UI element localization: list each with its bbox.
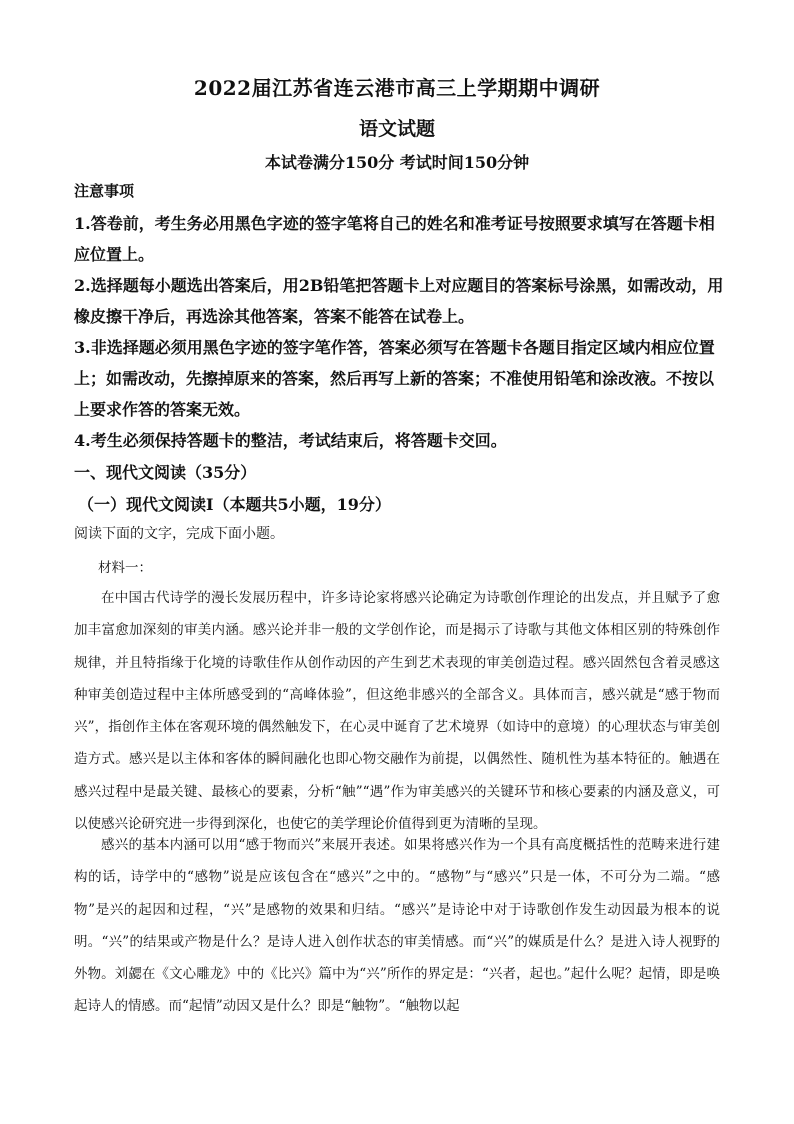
document-subtitle: 语文试题 — [358, 118, 435, 140]
notes-list — [74, 208, 726, 456]
note-item: 3.非选择题必须用黑色字迹的签字笔作答，答案必须写在答题卡各题目指定区域内相应位置上；如需改动，先擦掉原来的答案，然后再写上新的答案；不准使用铅笔和涂改液。不按以上要求作答的答案无效。 — [74, 338, 715, 419]
note-item: 1.答卷前，考生务必用黑色字迹的签字笔将自己的姓名和准考证号按照要求填写在答题卡相应位置上。 — [74, 214, 715, 264]
paragraph-text: 感兴的基本内涵可以用“感于物而兴”来展开表述。如果将感兴作为一个具有高度概括性的范畴来进行建构的话，诗学中的“感物”说是应该包含在“感兴”之中的。“感物”与“感兴”只是一体，不可分为二端。“感物”是兴的起因和过程，“兴”是感物的效果和归结。“感兴”是诗论中对于诗歌创作发生动因最为根本的说明。“兴”的结果或产物是什么？是诗人进入创作状态的审美情感。而“兴”的媒质是什么？是进入诗人视野的外物。刘勰在《文心雕龙》中的《比兴》篇中为“兴”所作的界定是：“兴者，起也。”起什么呢？起情，即是唤起诗人的情感。而“起情”动因又是什么？即是“触物”。“触物以起 — [74, 837, 720, 1015]
exam-meta: 本试卷满分150分 考试时间150分钟 — [264, 153, 530, 172]
material-label: 材料一： — [98, 560, 152, 576]
document-title: 2022届江苏省连云港市高三上学期期中调研 — [193, 76, 601, 100]
subsection-title: （一）现代文阅读Ⅰ（本题共5小题，19分） — [78, 495, 391, 514]
passage-paragraph-1 — [74, 582, 720, 840]
section-title: 一、现代文阅读（35分） — [74, 463, 257, 482]
note-item: 2.选择题每小题选出答案后，用2B铅笔把答题卡上对应题目的答案标号涂黑，如需改动，用橡皮擦干净后，再选涂其他答案，答案不能答在试卷上。 — [74, 276, 724, 326]
notes-heading: 注意事项 — [74, 182, 135, 200]
passage-paragraph-2 — [74, 829, 720, 1023]
note-item: 4.考生必须保持答题卡的整洁，考试结束后，将答题卡交回。 — [74, 431, 507, 450]
paragraph-text: 在中国古代诗学的漫长发展历程中，许多诗论家将感兴论确定为诗歌创作理论的出发点，并且赋予了愈加丰富愈加深刻的审美内涵。感兴论并非一般的文学创作论，而是揭示了诗歌与其他文体相区别的特殊创作规律，并且特指缘于化境的诗歌佳作从创作动因的产生到艺术表现的审美创造过程。感兴固然包含着灵感这种审美创造过程中主体所感受到的“高峰体验”，但这绝非感兴的全部含义。具体而言，感兴就是“感于物而兴”，指创作主体在客观环境的偶然触发下，在心灵中诞育了艺术境界（如诗中的意境）的心理状态与审美创造方式。感兴是以主体和客体的瞬间融化也即心物交融作为前提，以偶然性、随机性为基本特征的。触遇在感兴过程中是最关键、最核心的要素，分析“触”“遇”作为审美感兴的关键环节和核心要素的内涵及意义，可以使感兴论研究进一步得到深化，也使它的美学理论价值得到更为清晰的呈现。 — [74, 590, 720, 833]
reading-instruction: 阅读下面的文字，完成下面小题。 — [74, 526, 284, 542]
